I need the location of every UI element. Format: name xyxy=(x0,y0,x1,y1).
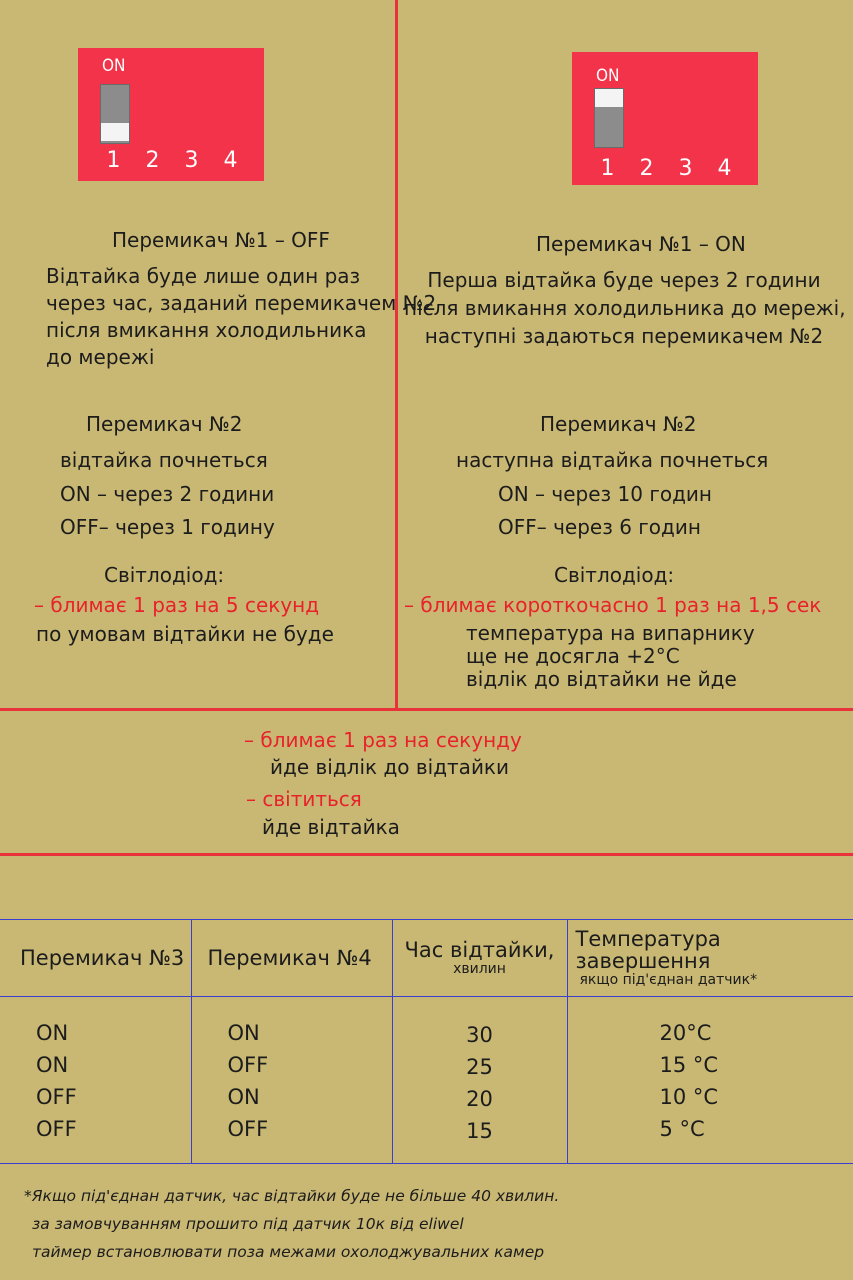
table-row xyxy=(0,997,853,1164)
dip-numbers: 1 2 3 4 xyxy=(600,156,732,181)
left-switch1-title: Перемикач №1 – OFF xyxy=(112,228,330,252)
horizontal-divider-top xyxy=(0,708,853,711)
led-blink-status: – блимає 1 раз на секунду xyxy=(244,728,522,752)
header-temperature: Температура завершення якщо під'єднан датчик* xyxy=(567,920,853,997)
left-switch2-title: Перемикач №2 xyxy=(86,412,243,436)
left-description: Відтайка буде лише один раз через час, заданий перемикачем №2 після вмикання холодильника до мережі xyxy=(46,264,437,369)
footnote-line: *Якщо під'єднан датчик, час відтайки буде не більше 40 хвилин. xyxy=(24,1187,560,1205)
right-led-desc: температура на випарнику ще не досягла +2°С відлік до відтайки не йде xyxy=(466,621,755,691)
right-switch2-line: ON – через 10 годин xyxy=(498,482,712,506)
col-temperature: 20°С 15 °С 10 °С 5 °С xyxy=(567,997,853,1164)
dip-on-label: ON xyxy=(102,56,126,76)
left-led-title: Світлодіод: xyxy=(104,563,225,587)
right-switch2-line: наступна відтайка почнеться xyxy=(456,448,769,472)
right-switch2-title: Перемикач №2 xyxy=(540,412,697,436)
led-solid-desc: йде відтайка xyxy=(262,815,400,839)
right-led-title: Світлодіод: xyxy=(554,563,675,587)
dip-knob-1 xyxy=(101,123,129,141)
left-switch2-line: відтайка почнеться xyxy=(60,448,268,472)
left-led-status: – блимає 1 раз на 5 секунд xyxy=(34,593,320,617)
dip-on-label: ON xyxy=(596,66,620,86)
header-switch3: Перемикач №3 xyxy=(0,920,191,997)
switch-table xyxy=(0,919,853,1164)
left-switch2-line: OFF– через 1 годину xyxy=(60,515,275,539)
footnote-line: за замовчуванням прошито під датчик 10к від eliwel xyxy=(32,1215,464,1233)
dip-switch-right xyxy=(572,52,758,185)
dip-knob-1 xyxy=(595,89,623,107)
right-description: Перша відтайка буде через 2 години після вмикання холодильника до мережі, наступні задаються перемикачем №2 xyxy=(404,268,846,348)
right-led-status: – блимає короткочасно 1 раз на 1,5 сек xyxy=(404,593,822,617)
dip-slot-1 xyxy=(100,84,130,144)
left-led-desc: по умовам відтайки не буде xyxy=(36,622,334,646)
col-switch3: ON ON OFF OFF xyxy=(0,997,191,1164)
header-switch4: Перемикач №4 xyxy=(191,920,392,997)
col-time: 30 25 20 15 xyxy=(392,997,567,1164)
dip-slot-1 xyxy=(594,88,624,148)
table-header-row xyxy=(0,920,853,997)
horizontal-divider-bottom xyxy=(0,853,853,856)
col-switch4: ON OFF ON OFF xyxy=(191,997,392,1164)
right-switch2-line: OFF– через 6 годин xyxy=(498,515,701,539)
right-switch1-title: Перемикач №1 – ON xyxy=(536,232,746,256)
header-time: Час відтайки, хвилин xyxy=(392,920,567,997)
led-blink-desc: йде відлік до відтайки xyxy=(270,755,510,779)
led-solid-status: – світиться xyxy=(246,787,362,811)
dip-switch-left xyxy=(78,48,264,181)
footnote-line: таймер встановлювати поза межами охолоджувальних камер xyxy=(32,1243,545,1261)
left-switch2-line: ON – через 2 години xyxy=(60,482,275,506)
dip-numbers: 1 2 3 4 xyxy=(106,148,238,173)
